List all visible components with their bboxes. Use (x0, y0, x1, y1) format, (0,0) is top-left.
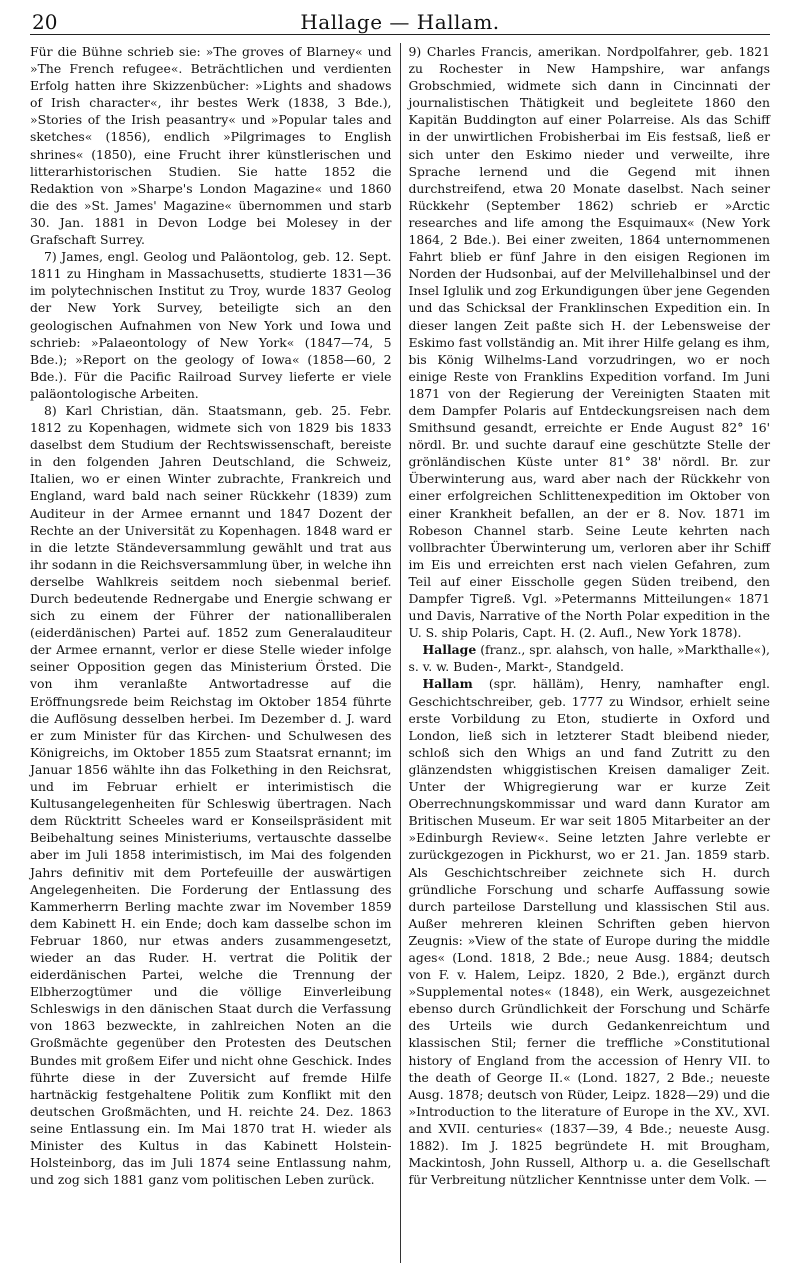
right-column (409, 43, 771, 1263)
lemma-hallam: Hallam (422, 676, 473, 692)
entry-hallam (409, 675, 771, 1188)
entry-hallage (409, 641, 771, 675)
page-number: 20 (32, 10, 58, 34)
page-header (30, 8, 770, 35)
entry-text: (spr. hälläm), Henry, namhafter engl. Geschichtschreiber, geb. 1777 zu Windsor, erhielt seine erste Vorbildung zu Eton, studierte in Oxford und London, ließ sich in letzterer Stadt bleibend nieder, schloß sich den Whigs an und fand Zutritt zu den glänzendsten whiggistischen Kreisen damaliger Zeit. Unter der Whigregierung war er kurze Zeit Oberrechnungskommissar und ward dann Kurator am Britischen Museum. Er war seit 1805 Mitarbeiter an der »Edinburgh Review«. Seine letzten Jahre verlebte er zurückgezogen in Pickhurst, wo er 21. Jan. 1859 starb. Als Geschichtschreiber zeichnete sich H. durch gründliche Forschung und scharfe Auffassung sowie durch parteilose Darstellung und klassischen Stil aus. Außer mehreren kleinen Schriften geben hiervon Zeugnis: »View of the state of Europe during the middle ages« (Lond. 1818, 2 Bde.; neue Ausg. 1884; deutsch von F. v. Halem, Leipz. 1820, 2 Bde.), ergänzt durch »Supplemental notes« (1848), ein Werk, ausgezeichnet ebenso durch Gründlichkeit der Forschung und Schärfe des Urteils wie durch Gedankenreichtum und klassischen Stil; ferner die treffliche »Constitutional history of England from the accession of Henry VII. to the death of George II.« (Lond. 1827, 2 Bde.; neueste Ausg. 1878; deutsch von Rüder, Leipz. 1828—29) und die »Introduction to the literature of Europe in the XV., XVI. and XVII. centuries« (1837—39, 4 Bde.; neueste Ausg. 1882). Im J. 1825 begründete H. mit Brougham, Mackintosh, John Russell, Althorp u. a. die Gesellschaft für Verbreitung nützlicher Kenntnisse unter dem Volk. — (408, 676, 770, 1188)
running-head: Hallage — Hallam. (300, 10, 500, 34)
entry-paragraph: 7) James, engl. Geolog und Paläontolog, geb. 12. Sept. 1811 zu Hingham in Massachusetts, studierte 1831—36 im polytechnischen Institut zu Troy, wurde 1837 Geolog der New York Survey, beteiligte sich an den geologischen Aufnahmen von New York und Iowa und schrieb: »Palaeontology of New York« (1847—74, 5 Bde.); »Report on the geology of Iowa« (1858—60, 2 Bde.). Für die Pacific Railroad Survey lieferte er viele paläontologische Arbeiten. (30, 249, 392, 401)
column-divider (400, 43, 401, 1263)
entry-text: (franz., spr. alahsch, von halle, »Markthalle«), s. v. w. Buden-, Markt-, Standgeld. (408, 642, 770, 675)
entry-paragraph: 8) Karl Christian, dän. Staatsmann, geb. 25. Febr. 1812 zu Kopenhagen, widmete sich von 1829 bis 1833 daselbst dem Studium der Rechtswissenschaft, bereiste in den folgenden Jahren Deutschland, die Schweiz, Italien, wo er einen Winter zubrachte, Frankreich und England, ward bald nach seiner Rückkehr (1839) zum Auditeur in der Armee ernannt und 1847 Dozent der Rechte an der Universität zu Kopenhagen. 1848 ward er in die letzte Ständeversammlung gewählt und trat aus ihr sodann in die Reichsversammlung über, in welche ihn derselbe Wahlkreis seitdem noch siebenmal berief. Durch bedeutende Rednergabe und Energie schwang er sich zu einem der Führer der nationalliberalen (eiderdänischen) Partei auf. 1852 zum Generalauditeur der Armee ernannt, verlor er diese Stelle wieder infolge seiner Opposition gegen das Ministerium Örsted. Die von ihm veranlaßte Antwortadresse auf die Eröffnungsrede beim Reichstag im Oktober 1854 führte die Auflösung desselben herbei. Im Dezember d. J. ward er zum Minister für das Kirchen- und Schulwesen des Königreichs, im Oktober 1855 zum Staatsrat ernannt; im Januar 1856 wählte ihn das Folkething in den Reichsrat, und im Februar erhielt er interimistisch die Kultusangelegenheiten für Schleswig übertragen. Nach dem Rücktritt Scheeles ward er Konseilspräsident mit Beibehaltung seines Ministeriums, vertauschte dasselbe aber im Juli 1858 interimistisch, im Mai des folgenden Jahrs definitiv mit dem Portefeuille der auswärtigen Angelegenheiten. Die Forderung der Entlassung des Kammerherrn Berling machte zwar im November 1859 dem Kabinett H. ein Ende; doch kam dasselbe schon im Februar 1860, nur etwas anders zusammengesetzt, wieder an das Ruder. H. vertrat die Politik der eiderdänischen Partei, welche die Trennung der Elbherzogtümer und die völlige Einverleibung Schleswigs in den dänischen Staat durch die Verfassung von 1863 bezweckte, in zahlreichen Noten an die Großmächte gegenüber den Protesten des Deutschen Bundes mit großem Eifer und nicht ohne Geschick. Indes führte diese in der Zuversicht auf fremde Hilfe hartnäckig festgehaltene Politik zum Konflikt mit den deutschen Großmächten, und H. reichte 24. Dez. 1863 seine Entlassung ein. Im Mai 1870 trat H. wieder als Minister des Kultus in das Kabinett Holstein-Holsteinborg, das im Juli 1874 seine Entlassung nahm, und zog sich 1881 ganz vom politischen Leben zurück. (30, 402, 392, 1188)
entry-paragraph: 9) Charles Francis, amerikan. Nordpolfahrer, geb. 1821 zu Rochester in New Hampshire, war anfangs Grobschmied, widmete sich dann in Cincinnati der journalistischen Thätigkeit und begleitete 1860 den Kapitän Buddington auf einer Polarreise. Als das Schiff in der unwirtlichen Frobisherbai im Eis festsaß, ließ er sich unter den Eskimo nieder und verweilte, ihre Sprache lernend und die Gegend mit ihnen durchstreifend, etwa 20 Monate daselbst. Nach seiner Rückkehr (September 1862) schrieb er »Arctic researches and life among the Esquimaux« (New York 1864, 2 Bde.). Bei einer zweiten, 1864 unternommenen Fahrt blieb er fünf Jahre in den eisigen Regionen im Norden der Hudsonbai, auf der Melvillehalbinsel und der Insel Iglulik und zog Erkundigungen über jene Gegenden und das Schicksal der Franklinschen Expedition ein. In dieser langen Zeit paßte sich H. der Lebensweise der Eskimo fast vollständig an. Mit ihrer Hilfe gelang es ihm, bis König Wilhelms-Land vorzudringen, wo er noch einige Reste von Franklins Expedition vorfand. Im Juni 1871 von der Regierung der Vereinigten Staaten mit dem Dampfer Polaris auf Entdeckungsreisen nach dem Smithsund gesandt, erreichte er Ende August 82° 16' nördl. Br. und suchte darauf eine geschützte Stelle der grönländischen Küste unter 81° 38' nördl. Br. zur Überwinterung aus, ward aber nach der Rückkehr von einer erfolgreichen Schlittenexpedition im Oktober von einer Krankheit befallen, an der er 8. Nov. 1871 im Robeson Channel starb. Seine Leute kehrten nach vollbrachter Überwinterung um, verloren aber ihr Schiff im Eis und erreichten erst nach vielen Gefahren, zum Teil auf einer Eisscholle gegen Süden treibend, den Dampfer Tigreß. Vgl. »Petermanns Mitteilungen« 1871 und Davis, Narrative of the North Polar expedition in the U. S. ship Polaris, Capt. H. (2. Aufl., New York 1878). (408, 44, 770, 641)
left-column (30, 43, 392, 1263)
text-columns (30, 43, 770, 1263)
entry-paragraph: Für die Bühne schrieb sie: »The groves of Blarney« und »The French refugee«. Beträchtlichen und verdienten Erfolg hatten ihre Skizzenbücher: »Lights and shadows of Irish character«, ihr bestes Werk (1838, 3 Bde.), »Stories of the Irish peasantry« und »Popular tales and sketches« (1856), endlich »Pilgrimages to English shrines« (1850), eine Frucht ihrer künstlerischen und litterarhistorischen Studien. Sie hatte 1852 die Redaktion von »Sharpe's London Magazine« und 1860 die des »St. James' Magazine« übernommen und starb 30. Jan. 1881 in Devon Lodge bei Molesey in der Grafschaft Surrey. (30, 44, 392, 248)
lemma-hallage: Hallage (422, 642, 477, 658)
